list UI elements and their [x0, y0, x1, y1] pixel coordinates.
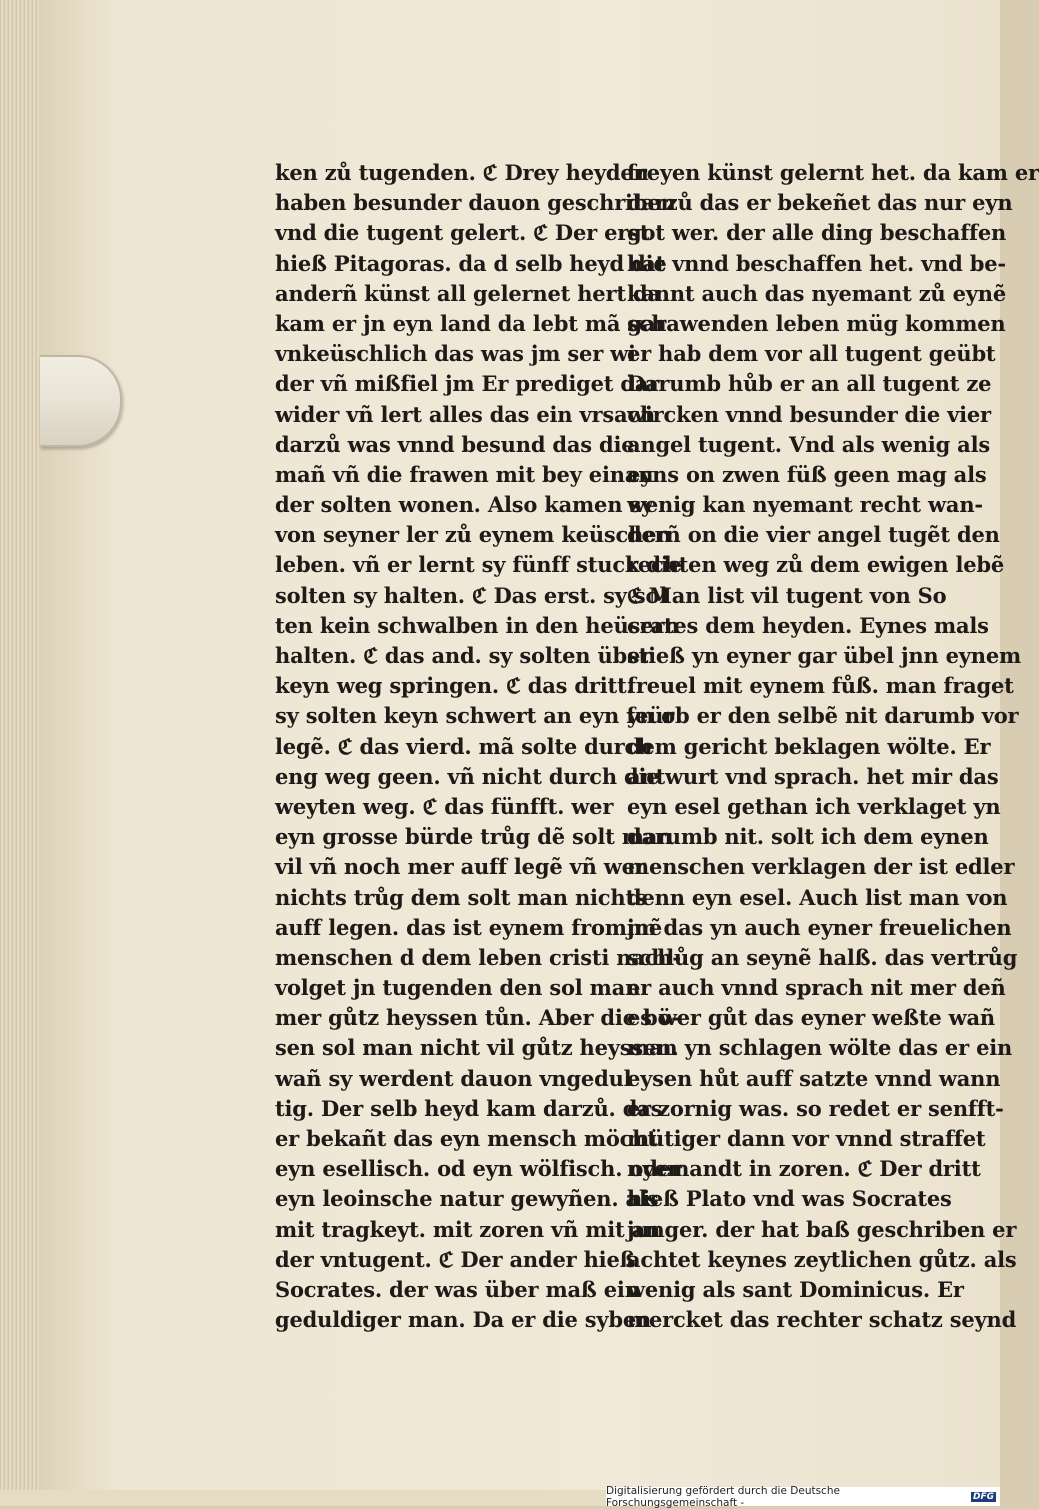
- text-line: hieß Pitagoras. da d selb heyd die: [275, 250, 667, 276]
- text-line: der vñ mißfiel jm Er prediget dar: [275, 371, 660, 397]
- text-line: Darumb hůb er an all tugent ze: [627, 371, 992, 397]
- text-line: darzů das er bekeñet das nur eyn: [627, 190, 1013, 216]
- text-line: junger. der hat baß geschriben er: [627, 1216, 1017, 1242]
- text-line: anderñ künst all gelernet hert da: [275, 280, 661, 306]
- text-line: wenig als sant Dominicus. Er: [627, 1276, 964, 1302]
- text-line: eysen hůt auff satzte vnnd wann: [627, 1065, 1001, 1091]
- text-line: eyn esellisch. od eyn wölfisch. oder: [275, 1156, 682, 1182]
- text-line: achtet keynes zeytlichen gůtz. als: [627, 1246, 1017, 1272]
- text-line: ten kein schwalben in den heüsern: [275, 612, 680, 638]
- text-line: sy solten keyn schwert an eyn feür: [275, 703, 675, 729]
- text-line: eyn grosse bürde trůg dẽ solt man: [275, 824, 673, 850]
- text-line: wider vñ lert alles das ein vrsach: [275, 401, 656, 427]
- text-line: yn ob er den selbẽ nit darumb vor: [627, 703, 1019, 729]
- text-line: eng weg geen. vñ nicht durch die: [275, 763, 660, 789]
- text-line: schlůg an seynẽ halß. das vertrůg: [627, 944, 1018, 970]
- digitization-footer: [606, 1484, 1000, 1509]
- paper-clip: [40, 355, 122, 447]
- text-line: freyen künst gelernt het. da kam er: [627, 160, 1039, 185]
- text-line: antwurt vnd sprach. het mir das: [627, 763, 999, 789]
- text-line: mit tragkeyt. mit zoren vñ mit an: [275, 1216, 661, 1242]
- text-line: ken zů tugenden. ℭ Drey heyden: [275, 160, 649, 185]
- text-line: es wer gůt das eyner weßte wañ: [627, 1005, 995, 1031]
- text-line: vnkeüschlich das was jm ser wi: [275, 341, 636, 367]
- text-line: kannt auch das nyemant zů eynẽ: [627, 280, 1007, 306]
- text-line: nichts trůg dem solt man nichts: [275, 884, 647, 910]
- text-line: hat vnnd beschaffen het. vnd be-: [627, 250, 1006, 276]
- text-line: jm das yn auch eyner freuelichen: [627, 914, 1012, 940]
- text-line: wenig kan nyemant recht wan-: [627, 492, 983, 518]
- text-line: crates dem heyden. Eynes mals: [627, 612, 989, 638]
- text-line: rechten weg zů dem ewigen lebẽ: [627, 552, 1005, 578]
- text-line: solten sy halten. ℭ Das erst. sy sol: [275, 582, 668, 608]
- text-line: keyn weg springen. ℭ das dritt.: [275, 673, 634, 699]
- text-line: dem gericht beklagen wölte. Er: [627, 733, 991, 759]
- text-line: man yn schlagen wölte das er ein: [627, 1035, 1013, 1061]
- text-line: er hab dem vor all tugent geübt: [627, 341, 996, 367]
- left-text-column: [275, 158, 682, 1335]
- text-line: schawenden leben müg kommen: [627, 310, 1006, 336]
- text-line: sen sol man nicht vil gůtz heyssen.: [275, 1035, 679, 1061]
- text-line: freuel mit eynem fůß. man fraget: [627, 673, 1014, 699]
- text-line: von seyner ler zů eynem keüschen: [275, 522, 672, 548]
- text-line: darzů was vnnd besund das die: [275, 431, 635, 457]
- right-text-column: [627, 158, 1039, 1335]
- text-line: eyns on zwen füß geen mag als: [627, 461, 987, 487]
- text-line: geduldiger man. Da er die syben: [275, 1307, 652, 1333]
- text-line: mañ vñ die frawen mit bey einan: [275, 461, 654, 487]
- text-line: er bekañt das eyn mensch möcht: [275, 1126, 657, 1151]
- text-line: kam er jn eyn land da lebt mã gar: [275, 310, 667, 336]
- text-line: legẽ. ℭ das vierd. mã solte durch: [275, 733, 653, 759]
- text-line: er auch vnnd sprach nit mer deñ: [627, 975, 1006, 1001]
- text-line: haben besunder dauon geschriben: [275, 190, 676, 216]
- text-line: denn eyn esel. Auch list man von: [627, 884, 1008, 910]
- text-line: auff legen. das ist eynem frommẽ: [275, 914, 662, 940]
- text-line: eyn esel gethan ich verklaget yn: [627, 793, 1001, 819]
- text-line: der solten wonen. Also kamen sy: [275, 492, 654, 518]
- text-line: vnd die tugent gelert. ℭ Der erst: [275, 220, 650, 246]
- text-line: er zornig was. so redet er senfft-: [627, 1095, 1004, 1121]
- text-line: mütiger dann vor vnnd straffet: [627, 1126, 986, 1151]
- text-line: stieß yn eyner gar übel jnn eynem: [627, 643, 1021, 668]
- footer-credit-text: Digitalisierung gefördert durch die Deutsche Forschungsgemeinschaft -: [606, 1484, 840, 1509]
- text-line: mer gůtz heyssen tůn. Aber die bö-: [275, 1005, 680, 1031]
- text-line: weyten weg. ℭ das fünfft. wer: [275, 793, 614, 819]
- text-line: halten. ℭ das and. sy solten über: [275, 643, 652, 668]
- page-stack-edge: [0, 0, 41, 1490]
- text-line: mercket das rechter schatz seynd: [627, 1307, 1017, 1333]
- text-line: ℭ Man list vil tugent von So: [627, 582, 947, 608]
- text-line: nyemandt in zoren. ℭ Der dritt: [627, 1156, 981, 1182]
- text-line: der vntugent. ℭ Der ander hieß: [275, 1246, 636, 1272]
- text-line: tig. Der selb heyd kam darzů. das: [275, 1095, 663, 1121]
- text-line: eyn leoinsche natur gewyñen. als: [275, 1186, 659, 1212]
- text-line: got wer. der alle ding beschaffen: [627, 220, 1007, 246]
- text-line: hieß Plato vnd was Socrates: [627, 1186, 952, 1212]
- text-line: angel tugent. Vnd als wenig als: [627, 431, 990, 457]
- text-line: vil vñ noch mer auff legẽ vñ wer: [275, 854, 646, 880]
- text-line: menschen verklagen der ist edler: [627, 854, 1015, 880]
- text-line: wañ sy werdent dauon vngedul: [275, 1065, 632, 1091]
- text-line: darumb nit. solt ich dem eynen: [627, 824, 989, 850]
- text-line: Socrates. der was über maß ein: [275, 1276, 640, 1302]
- dfg-logo: DFG: [972, 1491, 994, 1502]
- text-line: wircken vnnd besunder die vier: [627, 401, 991, 427]
- text-line: derñ on die vier angel tugẽt den: [627, 522, 1000, 548]
- text-line: leben. vñ er lernt sy fünff stuck die: [275, 552, 682, 578]
- text-line: menschen d dem leben cristi nach-: [275, 944, 681, 970]
- text-line: volget jn tugenden den sol man: [275, 975, 641, 1001]
